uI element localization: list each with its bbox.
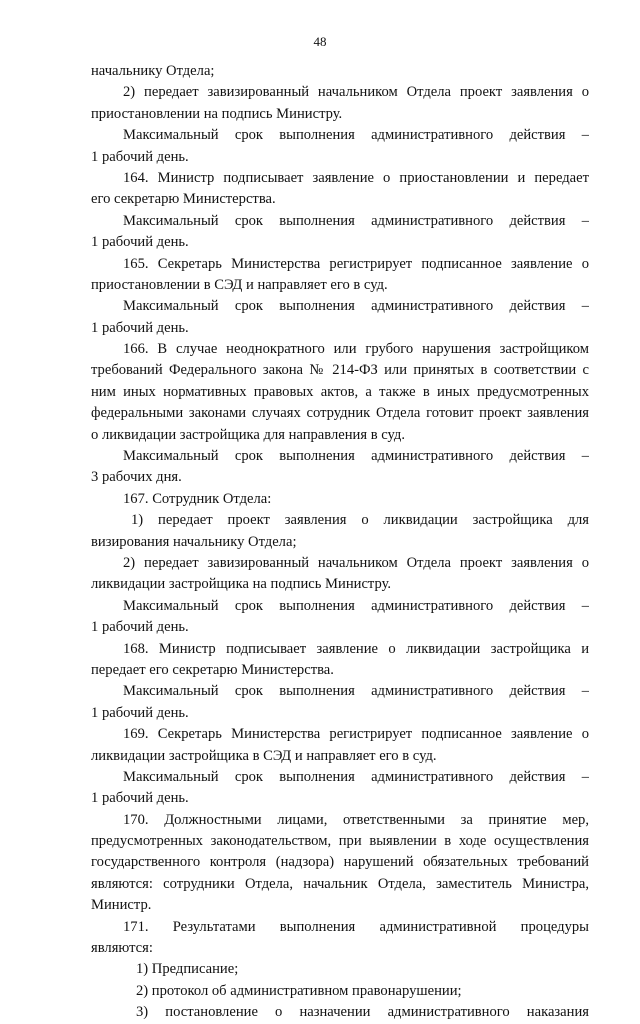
text-line: 2) передает завизированный начальником Отдела проект заявления о <box>123 84 589 101</box>
text-line: 1 рабочий день. <box>91 790 189 807</box>
text-line: 169. Секретарь Министерства регистрирует подписанное заявление о <box>123 726 589 743</box>
text-line: 1) Предписание; <box>136 961 239 978</box>
text-line: предусмотренных законодательством, при выявлении в ходе осуществления <box>91 833 589 850</box>
text-line: начальнику Отдела; <box>91 63 215 79</box>
text-line: 164. Министр подписывает заявление о приостановлении и передает <box>123 169 589 186</box>
text-line: Максимальный срок выполнения административного действия – <box>123 127 589 144</box>
text-line: Максимальный срок выполнения административного действия – <box>123 448 589 465</box>
text-line: Министр. <box>91 897 152 914</box>
text-line: 1 рабочий день. <box>91 704 189 721</box>
text-line: 166. В случае неоднократного или грубого нарушения застройщиком <box>123 341 589 358</box>
text-line: 167. Сотрудник Отдела: <box>123 490 272 507</box>
text-line: 3 рабочих дня. <box>91 469 182 486</box>
text-line: 3) постановление о назначении административного наказания <box>136 1004 589 1021</box>
text-line: 1) передает проект заявления о ликвидации застройщика для <box>131 512 589 529</box>
text-line: ликвидации застройщика на подпись Министру. <box>91 576 392 593</box>
text-line: требований Федерального закона № 214-ФЗ или принятых в соответствии с <box>91 362 589 379</box>
text-line: Максимальный срок выполнения административного действия – <box>123 212 589 229</box>
text-line: 1 рабочий день. <box>91 148 189 165</box>
text-line: являются: сотрудники Отдела, начальник Отдела, заместитель Министра, <box>91 875 589 892</box>
text-line: его секретарю Министерства. <box>91 191 276 208</box>
text-line: 171. Результатами выполнения административной процедуры <box>123 918 589 935</box>
text-line: о ликвидации застройщика для направления в суд. <box>91 426 405 443</box>
text-line: Максимальный срок выполнения административного действия – <box>123 298 589 315</box>
text-line: визирования начальнику Отдела; <box>91 533 297 550</box>
text-line: 1 рабочий день. <box>91 234 189 251</box>
text-line: 1 рабочий день. <box>91 619 189 636</box>
text-line: 165. Секретарь Министерства регистрирует подписанное заявление о <box>123 255 589 272</box>
text-line: приостановлении на подпись Министру. <box>91 105 343 122</box>
text-line: 1 рабочий день. <box>91 319 189 336</box>
text-line: ликвидации застройщика в СЭД и направляет его в суд. <box>91 747 437 764</box>
text-line: 170. Должностными лицами, ответственными за принятие мер, <box>123 811 589 828</box>
text-line: государственного контроля (надзора) нарушений обязательных требований <box>91 854 589 871</box>
text-line: приостановлении в СЭД и направляет его в суд. <box>91 276 388 293</box>
text-line: 2) передает завизированный начальником Отдела проект заявления о <box>123 554 589 571</box>
text-line: ним иных нормативных правовых актов, а также в иных предусмотренных <box>91 383 589 400</box>
text-line: являются: <box>91 940 153 957</box>
text-line: 2) протокол об административном правонарушении; <box>136 982 462 999</box>
text-line: 168. Министр подписывает заявление о ликвидации застройщика и <box>123 640 589 657</box>
page-number: 48 <box>313 34 327 49</box>
text-line: Максимальный срок выполнения административного действия – <box>123 683 589 700</box>
text-line: передает его секретарю Министерства. <box>91 661 334 678</box>
text-line: Максимальный срок выполнения административного действия – <box>123 597 589 614</box>
text-line: федеральными законами случаях сотрудник Отдела готовит проект заявления <box>91 405 589 422</box>
text-line: Максимальный срок выполнения административного действия – <box>123 768 589 785</box>
document-body <box>91 61 589 1024</box>
